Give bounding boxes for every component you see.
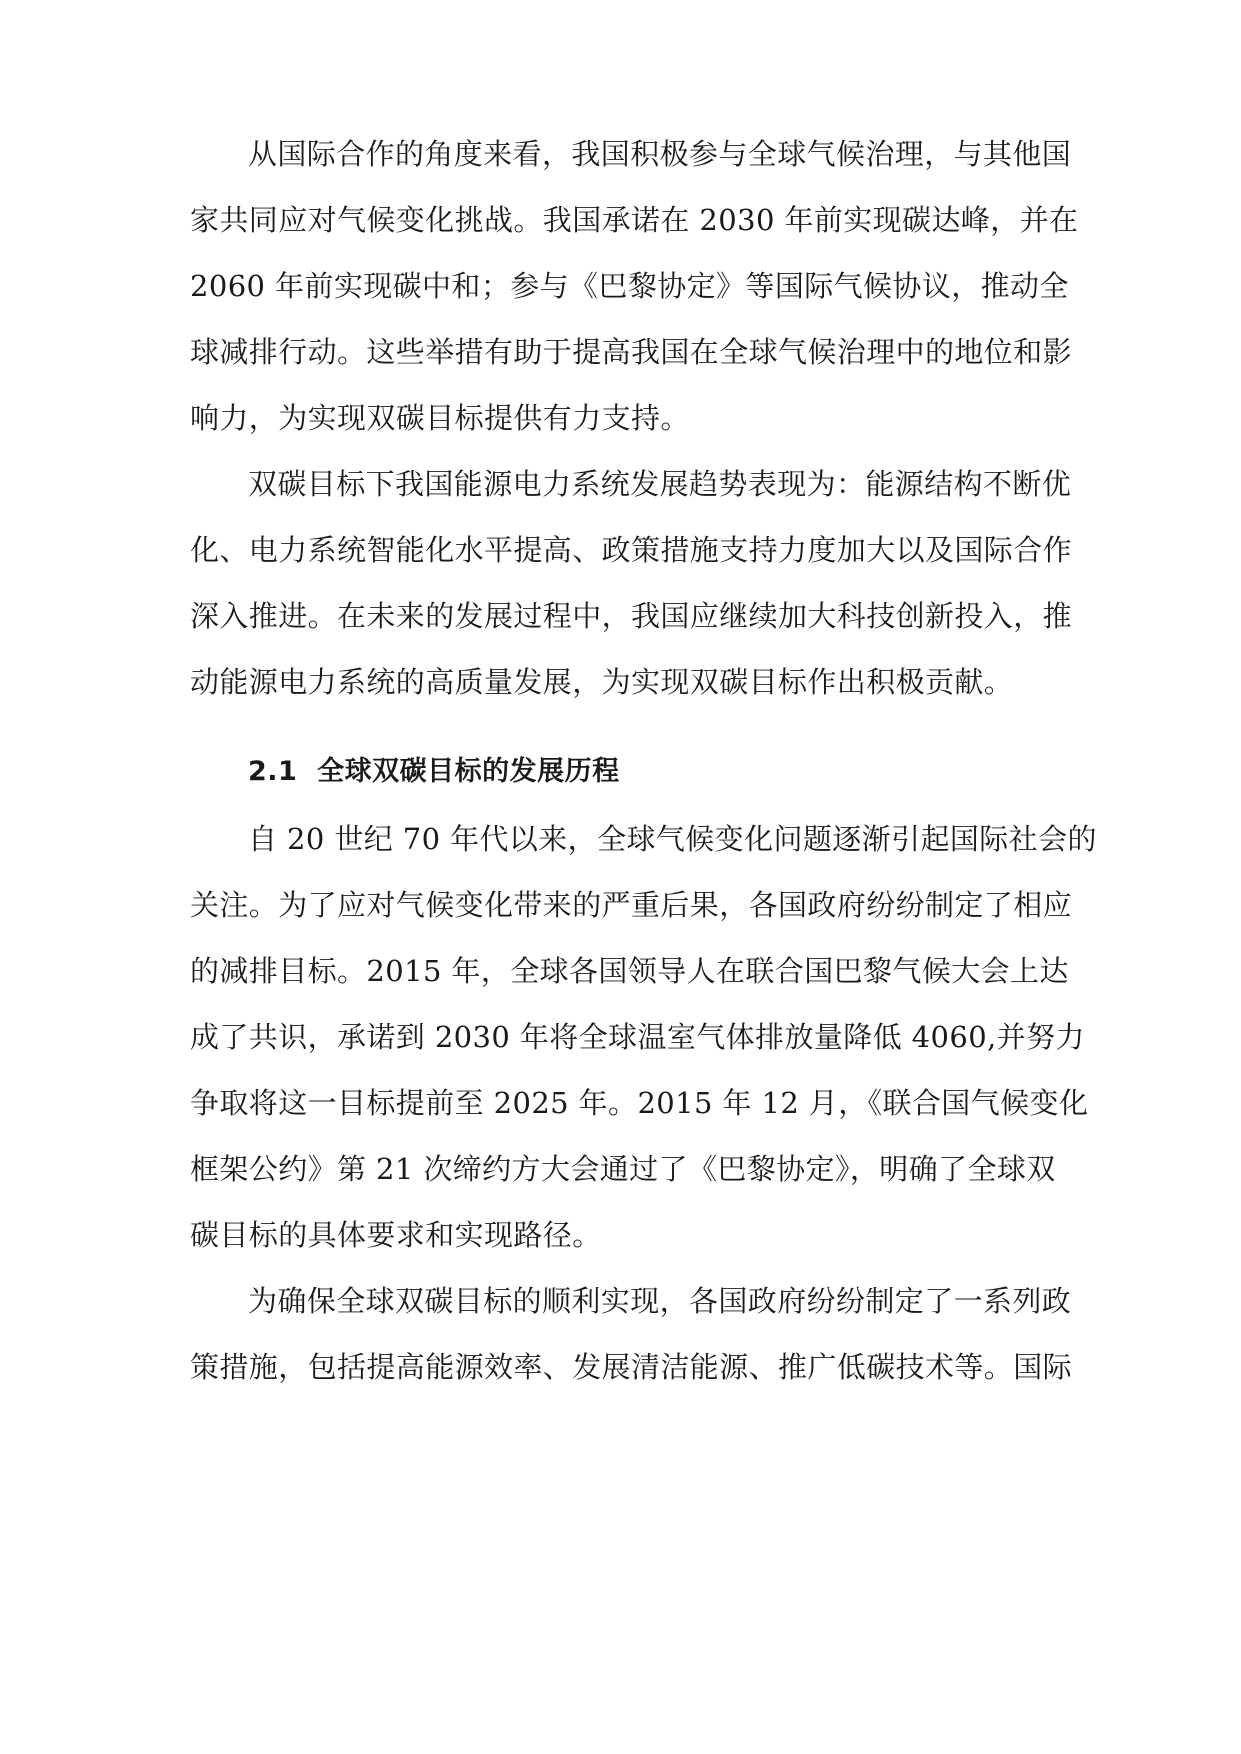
- section-paragraph-1-line-7: 碳目标的具体要求和实现路径。: [190, 1218, 602, 1252]
- section-paragraph-1-line-3: 的减排目标。2015 年，全球各国领导人在联合国巴黎气候大会上达: [190, 954, 1069, 988]
- section-heading: [248, 752, 620, 792]
- paragraph-2-line-1: 双碳目标下我国能源电力系统发展趋势表现为：能源结构不断优: [248, 467, 1072, 501]
- paragraph-2-line-2: 化、电力系统智能化水平提高、政策措施支持力度加大以及国际合作: [190, 533, 1073, 567]
- paragraph-2-line-4: 动能源电力系统的高质量发展，为实现双碳目标作出积极贡献。: [190, 665, 1014, 699]
- paragraph-1-line-2: 家共同应对气候变化挑战。我国承诺在 2030 年前实现碳达峰，并在: [190, 203, 1079, 237]
- section-paragraph-2-line-1: 为确保全球双碳目标的顺利实现，各国政府纷纷制定了一系列政: [248, 1284, 1072, 1318]
- paragraph-1-line-1: 从国际合作的角度来看，我国积极参与全球气候治理，与其他国: [248, 137, 1072, 171]
- section-paragraph-1-line-4: 成了共识，承诺到 2030 年将全球温室气体排放量降低 4060,并努力: [190, 1020, 1085, 1054]
- paragraph-1-line-3: 2060 年前实现碳中和；参与《巴黎协定》等国际气候协议，推动全: [190, 269, 1069, 303]
- paragraph-1-line-5: 响力，为实现双碳目标提供有力支持。: [190, 401, 690, 435]
- section-title: 全球双碳目标的发展历程: [317, 756, 620, 787]
- section-number: 2.1: [248, 756, 298, 787]
- section-paragraph-1-line-6: 框架公约》第 21 次缔约方大会通过了《巴黎协定》，明确了全球双: [190, 1152, 1056, 1186]
- section-paragraph-1-line-1: 自 20 世纪 70 年代以来，全球气候变化问题逐渐引起国际社会的: [248, 822, 1097, 856]
- section-paragraph-1-line-5: 争取将这一目标提前至 2025 年。2015 年 12 月，《联合国气候变化: [190, 1086, 1089, 1120]
- document-body: [190, 0, 1097, 1754]
- section-paragraph-1-line-2: 关注。为了应对气候变化带来的严重后果，各国政府纷纷制定了相应: [190, 888, 1073, 922]
- paragraph-2-line-3: 深入推进。在未来的发展过程中，我国应继续加大科技创新投入，推: [190, 599, 1073, 633]
- section-paragraph-2-line-2: 策措施，包括提高能源效率、发展清洁能源、推广低碳技术等。国际: [190, 1350, 1073, 1384]
- paragraph-1-line-4: 球减排行动。这些举措有助于提高我国在全球气候治理中的地位和影: [190, 335, 1073, 369]
